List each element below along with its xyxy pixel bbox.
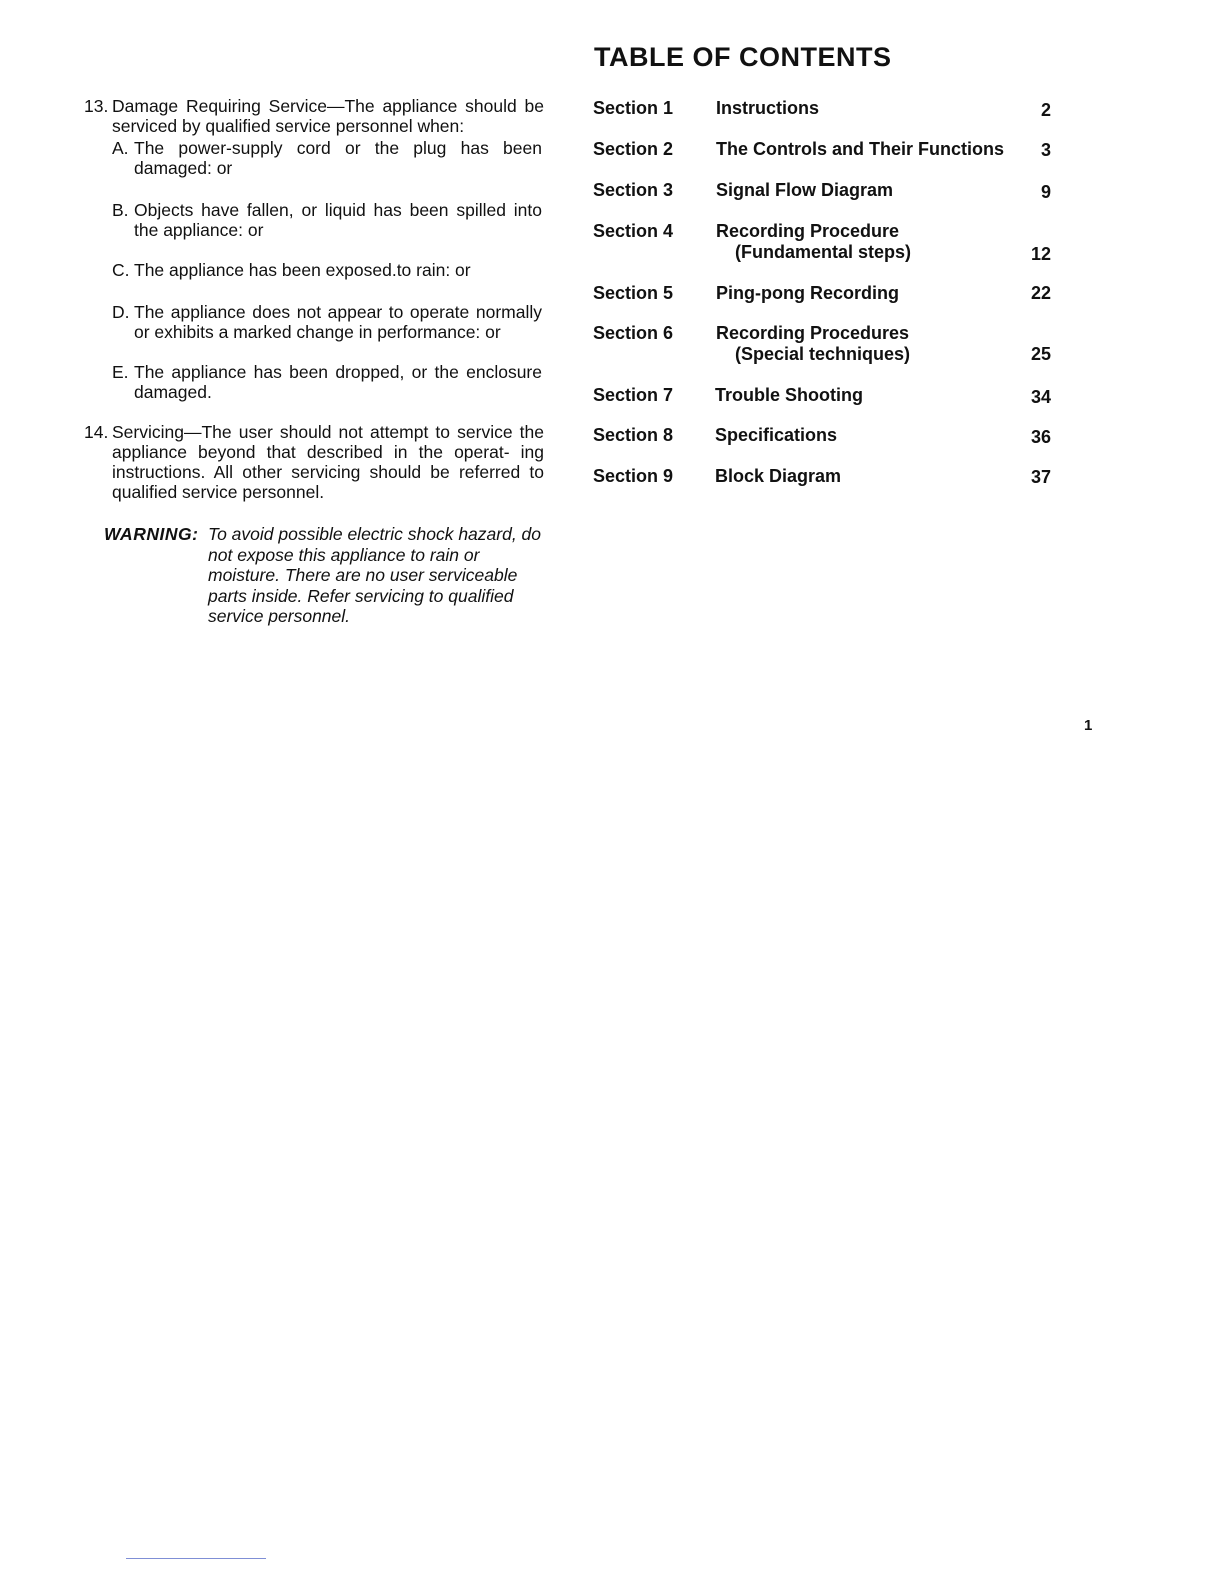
toc-entry-title (716, 221, 911, 263)
warning-text: To avoid possible electric shock hazard, do not expose this appliance to rain or moisture. There are no user serviceable parts inside. Refer servicing to qualified service personnel. (208, 524, 542, 626)
item-text: Servicing—The user should not attempt to service the appliance beyond that described in the operat- ing instructions. All other servicing should be referred to qualified service personnel. (112, 422, 544, 502)
toc-section-label: Section 3 (593, 180, 674, 200)
subitem-text: Objects have fallen, or liquid has been spilled into the appliance: or (134, 200, 542, 240)
item-number: 14. (84, 422, 109, 442)
subitem-d (112, 302, 542, 342)
toc-entry-title (716, 98, 819, 119)
toc-page-number: 12 (1030, 244, 1051, 264)
toc-page-number: 25 (1030, 344, 1051, 364)
toc-entry-title (715, 425, 837, 446)
toc-entry-title-line: Block Diagram (715, 466, 842, 486)
toc-entry-title-line: Instructions (716, 98, 820, 118)
toc-page-number: 34 (1030, 387, 1051, 407)
subitem-text: The power-supply cord or the plug has been damaged: or (134, 138, 542, 178)
warning-notice (104, 524, 544, 627)
footer-divider (126, 1558, 266, 1559)
toc-section-label: Section 4 (593, 221, 674, 241)
toc-page-number: 9 (1040, 182, 1051, 202)
subitem-text: The appliance has been exposed.to rain: or (134, 260, 471, 280)
subitem-text: The appliance does not appear to operate normally or exhibits a marked change in performance: or (134, 302, 542, 342)
item-number: 13. (84, 96, 109, 116)
subitem-letter: C. (112, 260, 130, 280)
toc-entry-title (716, 283, 899, 304)
subitem-b (112, 200, 542, 240)
toc-entry-title (716, 180, 893, 201)
subitem-c (112, 260, 542, 280)
subitem-letter: B. (112, 200, 129, 220)
toc-entry-title-line: Signal Flow Diagram (716, 180, 894, 200)
item-text: Damage Requiring Service—The appliance should be serviced by qualified service personnel when: (112, 96, 544, 136)
subitem-text: The appliance has been dropped, or the enclosure damaged. (134, 362, 542, 402)
toc-entry-subtitle: (Special techniques) (735, 344, 911, 364)
toc-section-label: Section 1 (593, 98, 674, 118)
toc-entry-title-line: Ping-pong Recording (716, 283, 899, 303)
toc-entry-title (715, 466, 841, 487)
toc-entry-title-line: Specifications (715, 425, 838, 445)
subitem-letter: D. (112, 302, 130, 322)
toc-entry-title-line: Recording Procedure (716, 221, 900, 241)
toc-page-number: 36 (1030, 427, 1051, 447)
toc-section-label: Section 8 (593, 425, 674, 445)
toc-page-number: 37 (1030, 467, 1051, 487)
toc-section-label: Section 5 (593, 283, 674, 303)
toc-entry-title-line: Trouble Shooting (715, 385, 863, 405)
toc-entry-title (715, 385, 863, 406)
toc-page-number: 3 (1040, 140, 1051, 160)
subitem-letter: A. (112, 138, 129, 158)
toc-page-number: 22 (1030, 283, 1051, 303)
subitem-e (112, 362, 542, 402)
subitem-a (112, 138, 542, 178)
subitem-letter: E. (112, 362, 129, 382)
toc-section-label: Section 2 (593, 139, 674, 159)
toc-section-label: Section 9 (593, 466, 674, 486)
toc-heading: TABLE OF CONTENTS (594, 42, 892, 72)
warning-label: WARNING: (104, 524, 199, 544)
toc-entry-title (716, 139, 1004, 160)
toc-entry-title-line: Recording Procedures (716, 323, 910, 343)
instruction-item-13 (84, 96, 544, 402)
toc-entry-title (716, 323, 910, 365)
instruction-item-14 (84, 422, 544, 502)
toc-section-label: Section 6 (593, 323, 674, 343)
page-number: 1 (1084, 717, 1093, 734)
toc-section-label: Section 7 (593, 385, 674, 405)
toc-entry-title-line: The Controls and Their Functions (716, 139, 1004, 159)
toc-page-number: 2 (1040, 100, 1051, 120)
toc-entry-subtitle: (Fundamental steps) (735, 242, 912, 262)
